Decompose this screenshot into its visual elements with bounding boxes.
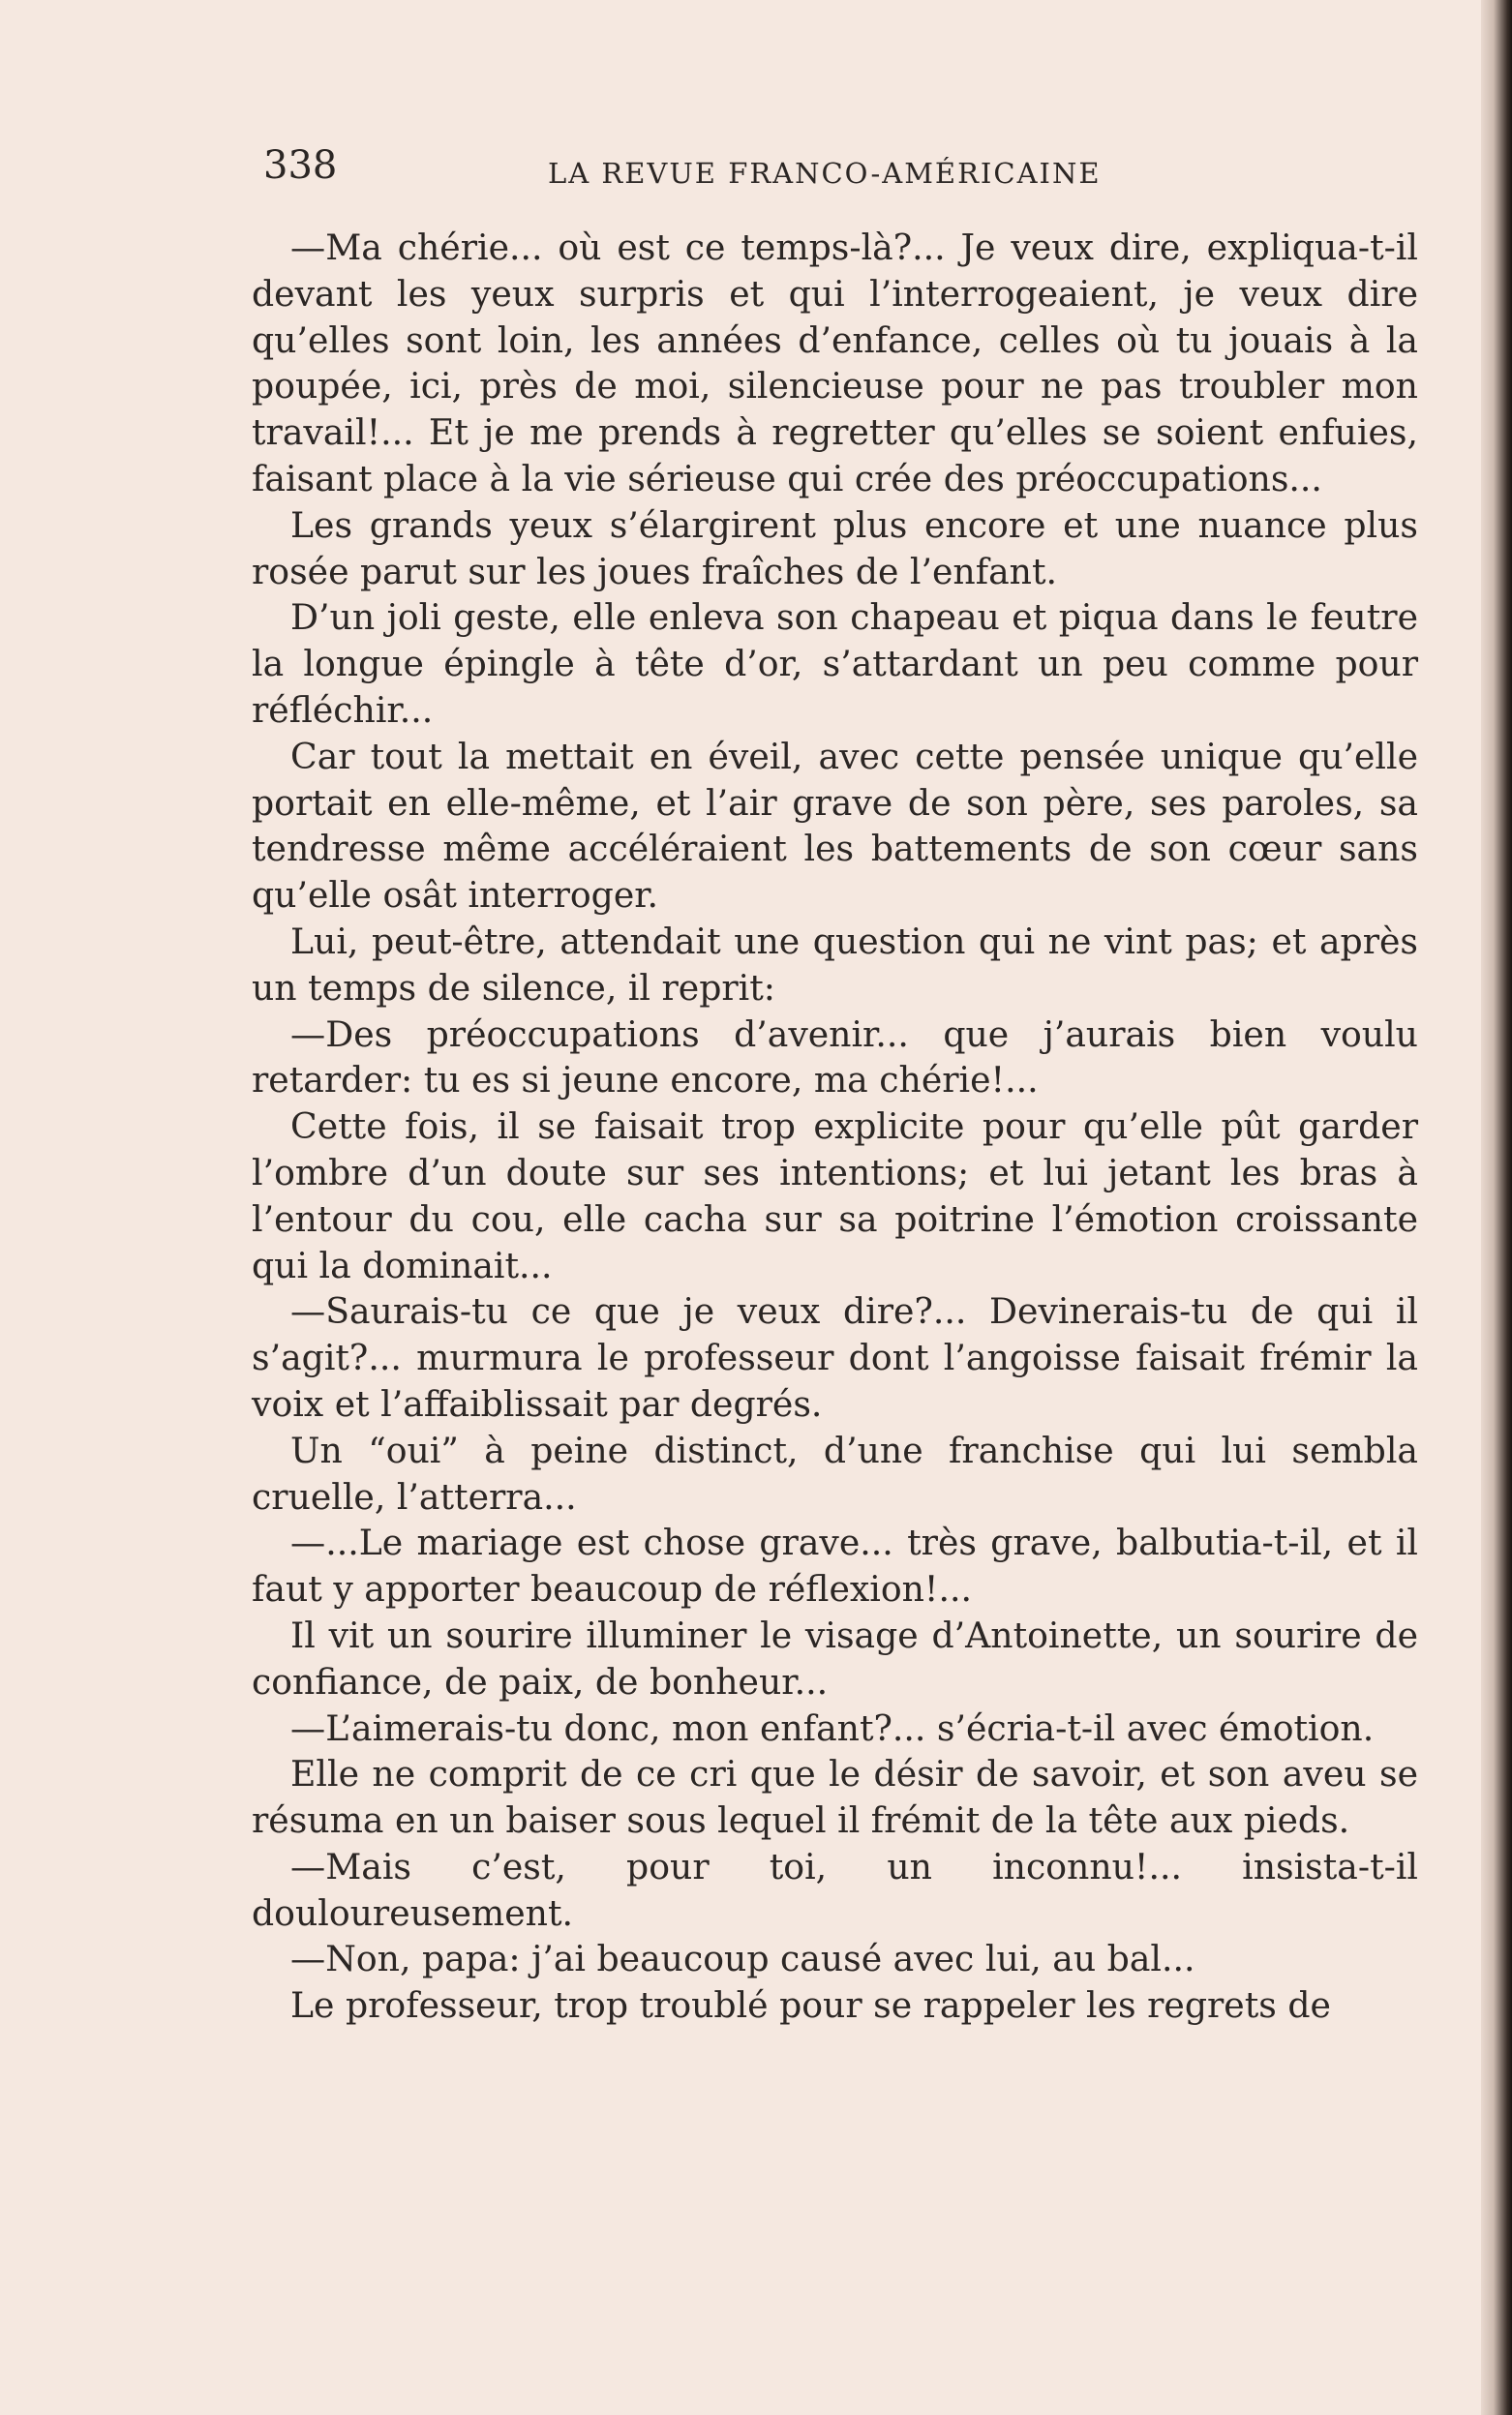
paragraph: —Mais c’est, pour toi, un inconnu!... insista-t-il douloureusement.: [252, 1845, 1418, 1934]
paragraph: Il vit un sourire illuminer le visage d’Antoinette, un sourire de confiance, de paix, de bonheur...: [252, 1614, 1418, 1703]
paragraph: —Non, papa: j’ai beaucoup causé avec lui, au bal...: [290, 1938, 1195, 1980]
paragraph: —Ma chérie... où est ce temps-là?... Je veux dire, expliqua-t-il devant les yeux surpris et qui l’interrogeaient, je veux dire qu’elles sont loin, les années d’enfance, celles où tu jouais à la poupée, ici, près de moi, silencieuse pour ne pas troubler mon travail!... Et je me prends à regretter qu’elles se soient enfuies, faisant place à la vie sérieuse qui crée des préoccupations...: [252, 226, 1418, 499]
paragraph: —...Le mariage est chose grave... très grave, balbutia-t-il, et il faut y apporter beaucoup de réflexion!...: [252, 1522, 1418, 1611]
paragraph: Un “oui” à peine distinct, d’une franchise qui lui sembla cruelle, l’atterra...: [252, 1429, 1418, 1518]
paragraph: Car tout la mettait en éveil, avec cette pensée unique qu’elle portait en elle-même, et l’air grave de son père, ses paroles, sa tendresse même accéléraient les battements de son cœur sans qu’elle osât interroger.: [252, 735, 1418, 917]
paragraph: Lui, peut-être, attendait une question qui ne vint pas; et après un temps de silence, il reprit:: [252, 920, 1418, 1009]
page-number: 338: [263, 143, 338, 188]
paragraph: Cette fois, il se faisait trop explicite pour qu’elle pût garder l’ombre d’un doute sur ses intentions; et lui jetant les bras à l’entour du cou, elle cacha sur sa poitrine l’émotion croissante qui la dominait...: [252, 1105, 1418, 1286]
paragraph: D’un joli geste, elle enleva son chapeau et piqua dans le feutre la longue épingle à tête d’or, s’attardant un peu comme pour réfléchir...: [252, 596, 1418, 731]
paragraph: —L’aimerais-tu donc, mon enfant?... s’écria-t-il avec émotion.: [290, 1706, 1375, 1749]
paragraph: —Saurais-tu ce que je veux dire?... Devinerais-tu de qui il s’agit?... murmura le professeur dont l’angoisse faisait frémir la voix et l’affaiblissait par degrés.: [252, 1290, 1418, 1425]
running-title: LA REVUE FRANCO-AMÉRICAINE: [548, 157, 1102, 190]
page-header: [263, 136, 1413, 194]
body-text: [252, 225, 1418, 2029]
paragraph: —Des préoccupations d’avenir... que j’aurais bien voulu retarder: tu es si jeune encore, ma chérie!...: [252, 1012, 1418, 1102]
book-gutter-shadow: [1481, 0, 1512, 2415]
paragraph: Elle ne comprit de ce cri que le désir de savoir, et son aveu se résuma en un baiser sous lequel il frémit de la tête aux pieds.: [252, 1753, 1418, 1842]
paragraph: Les grands yeux s’élargirent plus encore et une nuance plus rosée parut sur les joues fraîches de l’enfant.: [252, 503, 1418, 592]
paragraph: Le professeur, trop troublé pour se rappeler les regrets de: [290, 1984, 1331, 2027]
